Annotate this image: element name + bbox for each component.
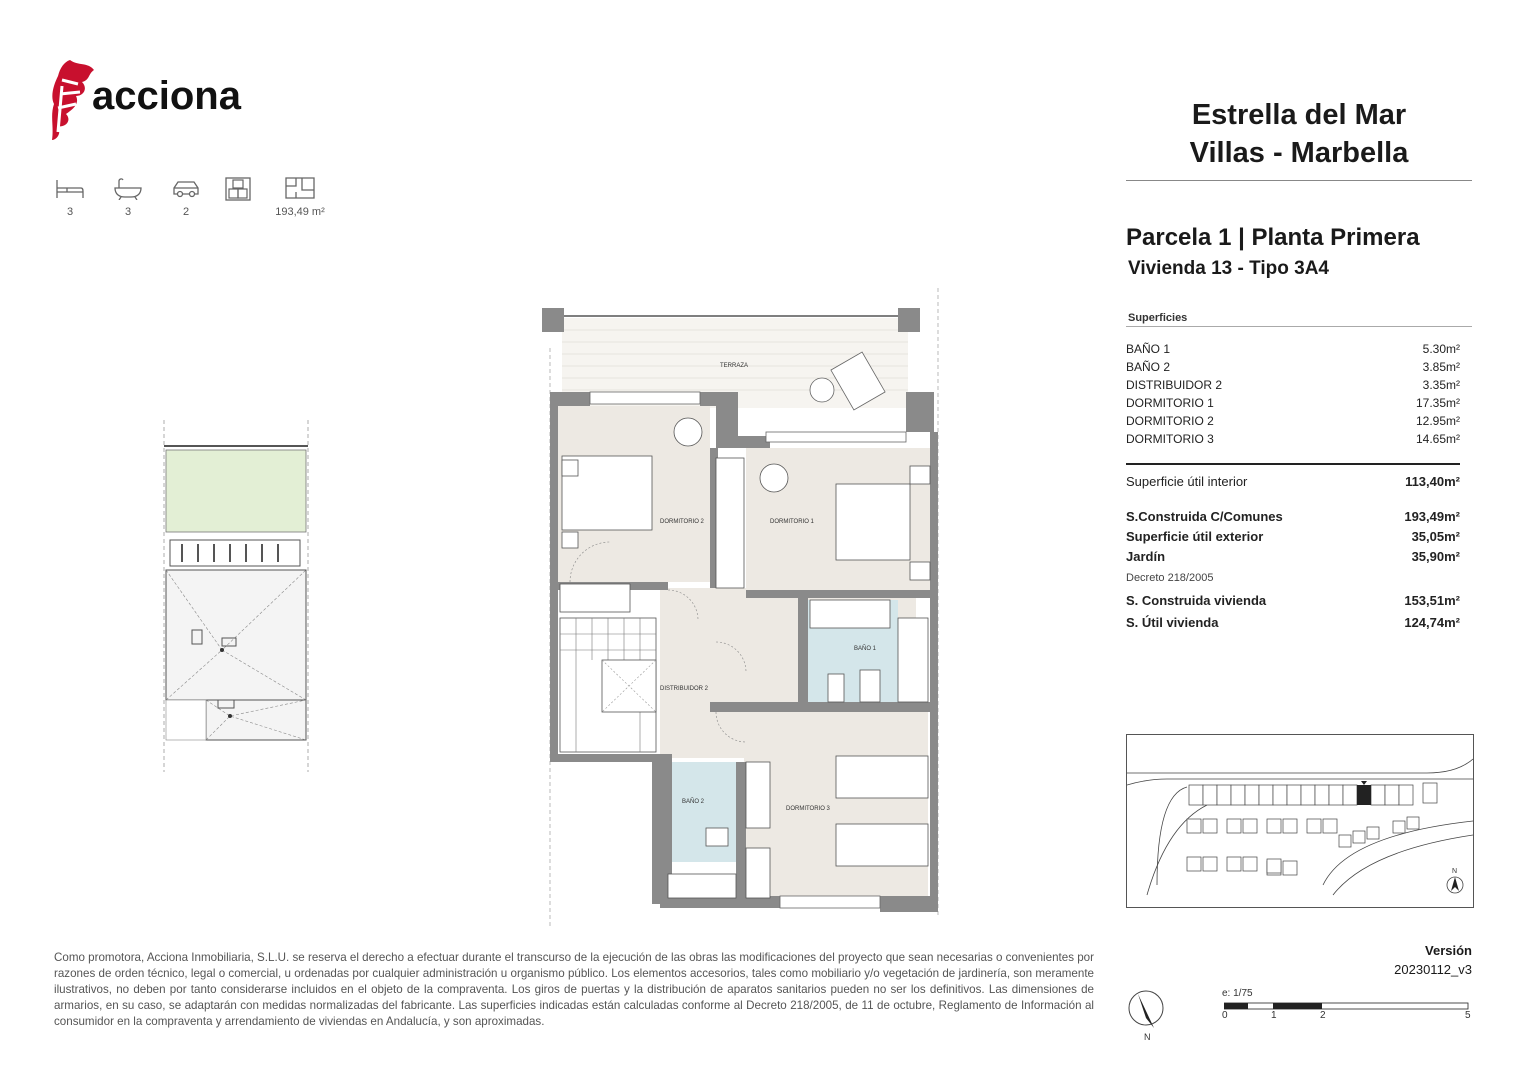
feature-area bbox=[268, 176, 332, 218]
title-divider bbox=[1126, 180, 1472, 181]
project-title-line2: Villas - Marbella bbox=[1189, 137, 1409, 169]
util-vivienda-row: S. Útil vivienda 124,74m² bbox=[1126, 615, 1460, 630]
parcela-heading: Parcela 1 | Planta Primera bbox=[1126, 224, 1420, 251]
project-title bbox=[1126, 96, 1472, 172]
scale-tick: 5 bbox=[1465, 1010, 1471, 1021]
surfaces-header: Superficies bbox=[1128, 312, 1188, 324]
construida-vivienda-row: S. Construida vivienda 153,51m² bbox=[1126, 593, 1460, 608]
surface-row: BAÑO 2 3.85m² bbox=[1126, 360, 1460, 374]
project-title-line1: Estrella del Mar bbox=[1191, 99, 1407, 131]
label-bano-2: BAÑO 2 bbox=[682, 799, 705, 805]
feature-parking bbox=[166, 176, 206, 218]
bed-icon bbox=[55, 176, 85, 200]
version-value: 20230112_v3 bbox=[1394, 962, 1472, 977]
util-interior-row: Superficie útil interior 113,40m² bbox=[1126, 474, 1460, 489]
keyplan-north-label: N bbox=[1452, 868, 1458, 875]
surface-row: DORMITORIO 2 12.95m² bbox=[1126, 414, 1460, 428]
label-dormitorio-3: DORMITORIO 3 bbox=[786, 806, 830, 812]
parking-count: 2 bbox=[182, 206, 190, 218]
north-arrow-icon bbox=[1124, 988, 1168, 1044]
decreto-note: Decreto 218/2005 bbox=[1126, 572, 1214, 584]
feature-storage bbox=[218, 176, 258, 208]
floor-plan bbox=[540, 288, 950, 928]
bedrooms-count: 3 bbox=[66, 206, 74, 218]
label-bano-1: BAÑO 1 bbox=[854, 646, 877, 652]
bathrooms-count: 3 bbox=[124, 206, 132, 218]
scale-label: e: 1/75 bbox=[1222, 988, 1253, 999]
surfaces-divider bbox=[1126, 326, 1472, 327]
util-exterior-row: Superficie útil exterior 35,05m² bbox=[1126, 529, 1460, 544]
totals-divider bbox=[1126, 463, 1460, 465]
surface-row: DORMITORIO 1 17.35m² bbox=[1126, 396, 1460, 410]
scale-tick: 1 bbox=[1271, 1010, 1277, 1021]
area-value: 193,49 m² bbox=[275, 206, 325, 218]
construida-row: S.Construida C/Comunes 193,49m² bbox=[1126, 509, 1460, 524]
storage-boxes-icon bbox=[223, 176, 253, 202]
jardin-row: Jardín 35,90m² bbox=[1126, 549, 1460, 564]
surface-row: BAÑO 1 5.30m² bbox=[1126, 342, 1460, 356]
feature-bedrooms bbox=[50, 176, 90, 218]
north-label: N bbox=[1144, 1032, 1151, 1042]
feature-bathrooms bbox=[108, 176, 148, 218]
brand-wordmark: acciona bbox=[92, 74, 241, 118]
surface-row: DORMITORIO 3 14.65m² bbox=[1126, 432, 1460, 446]
floorplan-icon bbox=[284, 176, 316, 200]
scale-tick: 0 bbox=[1222, 1010, 1228, 1021]
vivienda-subheading: Vivienda 13 - Tipo 3A4 bbox=[1128, 258, 1329, 279]
scale-bar bbox=[1224, 1002, 1474, 1012]
surface-row: DISTRIBUIDOR 2 3.35m² bbox=[1126, 378, 1460, 392]
scale-tick: 2 bbox=[1320, 1010, 1326, 1021]
version-label: Versión bbox=[1425, 943, 1472, 958]
label-terraza: TERRAZA bbox=[720, 363, 749, 369]
car-icon bbox=[171, 176, 201, 200]
site-plan-overview bbox=[160, 420, 312, 776]
bathtub-icon bbox=[113, 176, 143, 200]
legal-disclaimer: Como promotora, Acciona Inmobiliaria, S.L.U. se reserva el derecho a efectuar durante el transcurso de la ejecución de las obras las modificaciones del proyecto que sean necesarias o convenientes por razones de orden técnico, legal o comercial, u ordenadas por cualquier administración u organismo público. Los elementos accesorios, tales como mobiliario y/o vegetación de jardinería, son meramente ilustrativos, no deben por tanto considerarse incluidos en el objeto de la compraventa. Los giros de puertas y la distribución de aparatos sanitarios pueden no ser los definitivos. Las dimensiones de armarios, en su caso, se adaptarán con medidas normalizadas del fabricante. Las superficies indicadas están calculadas conforme al Decreto 218/2005, de 11 de octubre, Reglamento de Información al consumidor en la compraventa y arrendamiento de viviendas en Andalucía, y son aproximadas. bbox=[54, 951, 1094, 1028]
label-distribuidor-2: DISTRIBUIDOR 2 bbox=[660, 686, 709, 692]
label-dormitorio-1: DORMITORIO 1 bbox=[770, 519, 814, 525]
label-dormitorio-2: DORMITORIO 2 bbox=[660, 519, 704, 525]
key-plan bbox=[1126, 734, 1474, 908]
